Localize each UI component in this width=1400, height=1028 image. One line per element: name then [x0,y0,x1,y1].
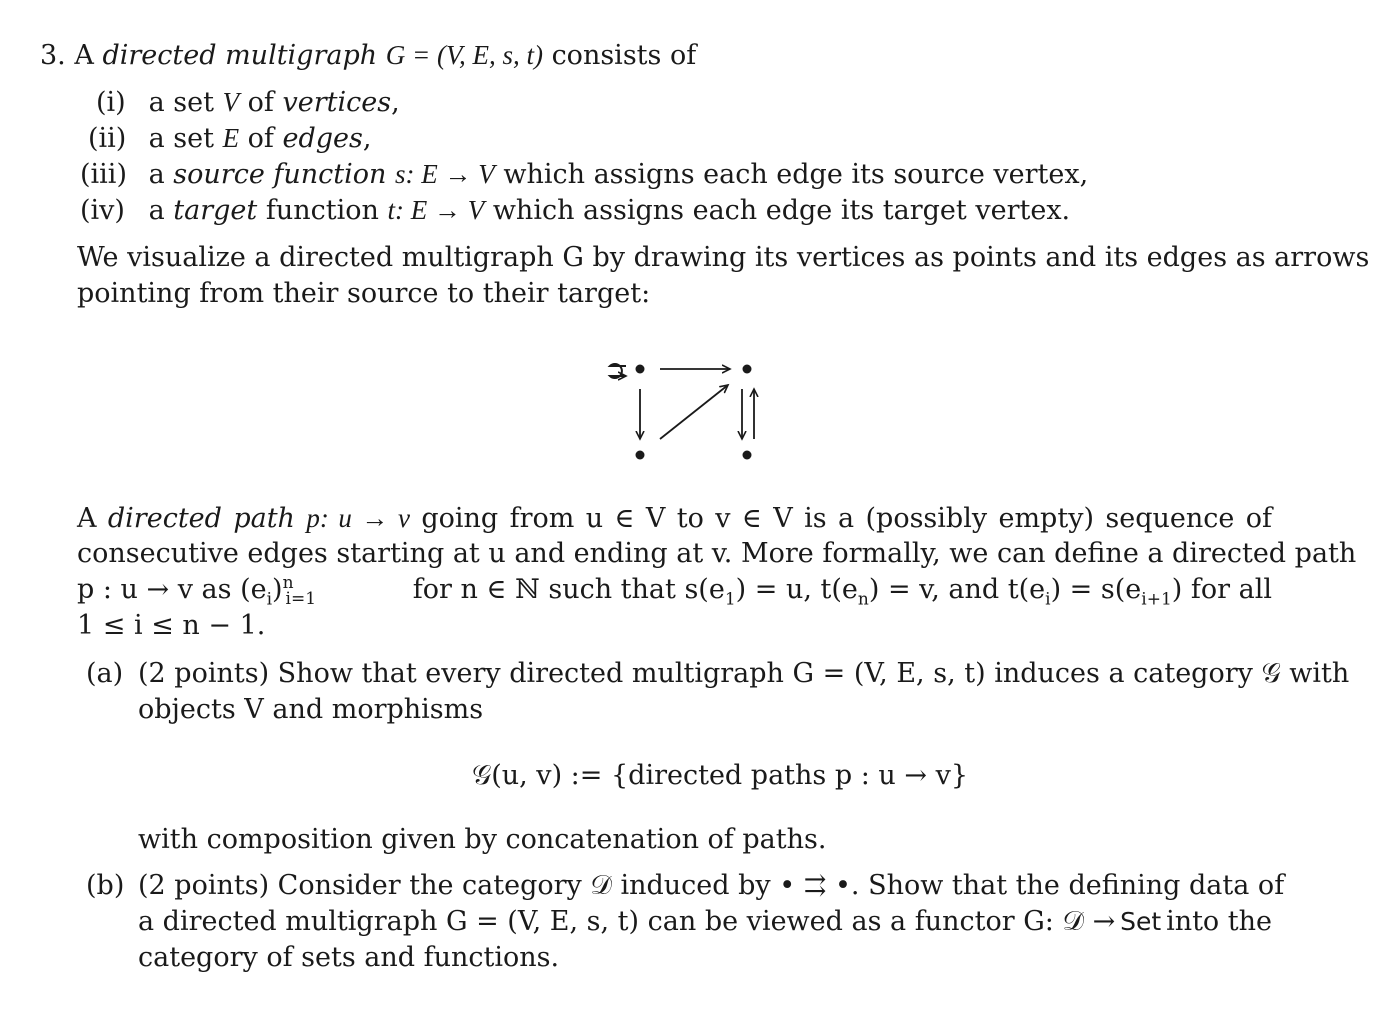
part-a-label: (a) [86,658,124,689]
vertex-bottom-left [636,451,645,460]
part-a-display-equation: 𝒢(u, v) := {directed paths p : u → v} [472,760,968,791]
path-definition-line-2: consecutive edges starting at u and ending at v. More formally, we can define a directed path [77,538,1357,569]
path-definition-line-1: A directed path p: u → v going from u ∈ V to v ∈ V is a (possibly empty) sequence of [77,503,1272,534]
edge-loop [610,364,626,378]
path-definition-line-3: p : u → v as $(e_i)^n_{i=1}$ for n ∈ ℕ such that $s(e_1) = u$, $t(e_n) = v$, and $t(e_i) = s(e_{i+1})$ for all [77,573,1272,610]
term-edges: edges [282,123,363,154]
list-item-vertices: (i) a set V of vertices, [96,87,400,118]
vertex-top-left [636,365,645,374]
part-a-line-2: objects V and morphisms [138,694,484,725]
part-b-line-3: category of sets and functions. [138,942,560,973]
part-b-line-2: a directed multigraph G = (V, E, s, t) can be viewed as a functor G: 𝒟 → Set into the [138,906,1272,937]
term-source-function: source function [173,159,387,190]
vertex-top-right [743,365,752,374]
list-item-source-function: (iii) a source function s: E → V which assigns each edge its source vertex, [80,159,1089,190]
path-definition-line-4: 1 ≤ i ≤ n − 1. [77,610,266,641]
part-b-label: (b) [86,870,125,901]
visualize-paragraph-line-2: pointing from their source to their target: [77,278,651,309]
edge-bottom-left-to-top-right [660,385,728,439]
part-a-line-3: with composition given by concatenation of paths. [138,824,827,855]
multigraph-diagram [580,345,780,475]
part-b-line-1: (2 points) Consider the category 𝒟 induced by • ⇉ •. Show that the defining data of [138,870,1285,901]
list-item-edges: (ii) a set E of edges, [88,123,372,154]
term-directed-path: directed path [107,503,295,534]
part-a-line-1: (2 points) Show that every directed multigraph G = (V, E, s, t) induces a category 𝒢 with [138,658,1350,689]
problem-intro: 3. A directed multigraph G = (V, E, s, t) consists of [40,40,697,71]
problem-number: 3. [40,40,66,71]
term-directed-multigraph: directed multigraph [102,40,378,71]
term-target: target [173,195,258,226]
visualize-paragraph-line-1: We visualize a directed multigraph G by drawing its vertices as points and its edges as arrows [77,242,1370,273]
vertex-bottom-right [743,451,752,460]
term-vertices: vertices [282,87,392,118]
list-item-target-function: (iv) a target function t: E → V which assigns each edge its target vertex. [80,195,1071,226]
set-category-label: Set [1120,907,1162,936]
math-multigraph-tuple: G = (V, E, s, t) [385,40,543,70]
